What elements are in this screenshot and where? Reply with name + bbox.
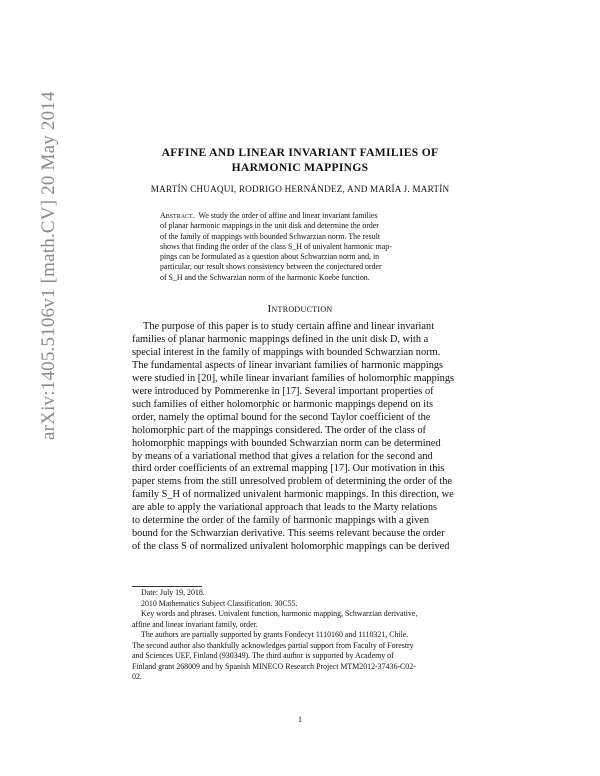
abstract-label: Abstract. (160, 211, 195, 220)
abstract-line: of S_H and the Schwarzian norm of the harmonic Koebe function. (160, 272, 370, 282)
body-line: are able to apply the variational approach that leads to the Marty relations (132, 502, 438, 514)
footnote-support: 02. (132, 672, 142, 681)
author-list: MARTÍN CHUAQUI, RODRIGO HERNÁNDEZ, AND MARÍA J. MARTÍN (150, 184, 450, 194)
body-line: such families of either holomorphic or harmonic mappings depend on its (132, 398, 434, 410)
body-line: families of planar harmonic mappings defined in the unit disk D, with a (132, 333, 429, 345)
title-line: HARMONIC MAPPINGS (231, 161, 369, 174)
abstract-line: of the family of mappings with bounded Schwarzian norm. The result (160, 231, 381, 241)
body-line: third order coefficients of an extremal mapping [17]. Our motivation in this (132, 463, 445, 475)
introduction-body (132, 321, 468, 554)
body-line: The fundamental aspects of linear invariant families of harmonic mappings (132, 359, 444, 371)
body-line: special interest in the family of mappings with bounded Schwarzian norm. (132, 346, 441, 358)
abstract (160, 211, 440, 283)
title-line: AFFINE AND LINEAR INVARIANT FAMILIES OF (161, 146, 439, 159)
abstract-line: shows that finding the order of the class S_H of univalent harmonic map- (160, 241, 392, 251)
page-number: 1 (298, 715, 302, 724)
body-line: were studied in [20], while linear invariant families of holomorphic mappings (132, 372, 455, 384)
body-line: order, namely the optimal bound for the second Taylor coefficient of the (132, 411, 431, 423)
body-line: The purpose of this paper is to study certain affine and linear invariant (143, 321, 435, 332)
body-line: were introduced by Pommerenke in [17]. Several important properties of (132, 385, 434, 397)
footnote-support: and Sciences UEF, Finland (930349). The third author is supported by Academy of (132, 651, 394, 660)
paper-title (132, 145, 468, 175)
abstract-text: We study the order of affine and linear invariant families (198, 211, 378, 220)
footnote-keywords: Key words and phrases. Univalent function, harmonic mapping, Schwarzian derivative, (141, 609, 418, 618)
body-line: of the class S of normalized univalent holomorphic mappings can be derived (132, 541, 450, 553)
section-heading-introduction: Introduction (267, 303, 333, 315)
arxiv-identifier: arXiv:1405.5106v1 [math.CV] 20 May 2014 (38, 91, 59, 440)
body-line: paper stems from the still unresolved problem of determining the order of the (132, 476, 452, 488)
footnote-support: Finland grant 268009 and by Spanish MINECO Research Project MTM2012-37436-C02- (132, 661, 416, 671)
body-line: family S_H of normalized univalent harmonic mappings. In this direction, we (132, 489, 454, 501)
footnote-date: Date: July 19, 2018. (141, 588, 205, 597)
abstract-line: particular, our result shows consistency between the conjectured order (160, 262, 382, 272)
footnotes (132, 588, 468, 683)
footnote-msc: 2010 Mathematics Subject Classification. 30C55. (141, 598, 298, 608)
body-line: by means of a variational method that gives a relation for the second and (132, 450, 433, 462)
footnote-support: The authors are partially supported by grants Fondecyt 1110160 and 1110321, Chile. (141, 630, 409, 639)
footnote-rule (132, 586, 202, 587)
abstract-line (160, 211, 440, 221)
footnote-keywords: affine and linear invariant family, order. (132, 619, 258, 629)
body-line: holomorphic mappings with bounded Schwarzian norm can be determined (132, 437, 441, 449)
abstract-line: of planar harmonic mappings in the unit disk and determine the order (160, 221, 379, 231)
abstract-line: pings can be formulated as a question about Schwarzian norm and, in (160, 252, 380, 262)
footnote-support: The second author also thankfully acknowledges partial support from Faculty of Forestry (132, 640, 414, 650)
body-line: to determine the order of the family of harmonic mappings with a given (132, 515, 430, 527)
body-line: bound for the Schwarzian derivative. This seems relevant because the order (132, 528, 445, 540)
body-line: holomorphic part of the mappings considered. The order of the class of (132, 424, 426, 436)
